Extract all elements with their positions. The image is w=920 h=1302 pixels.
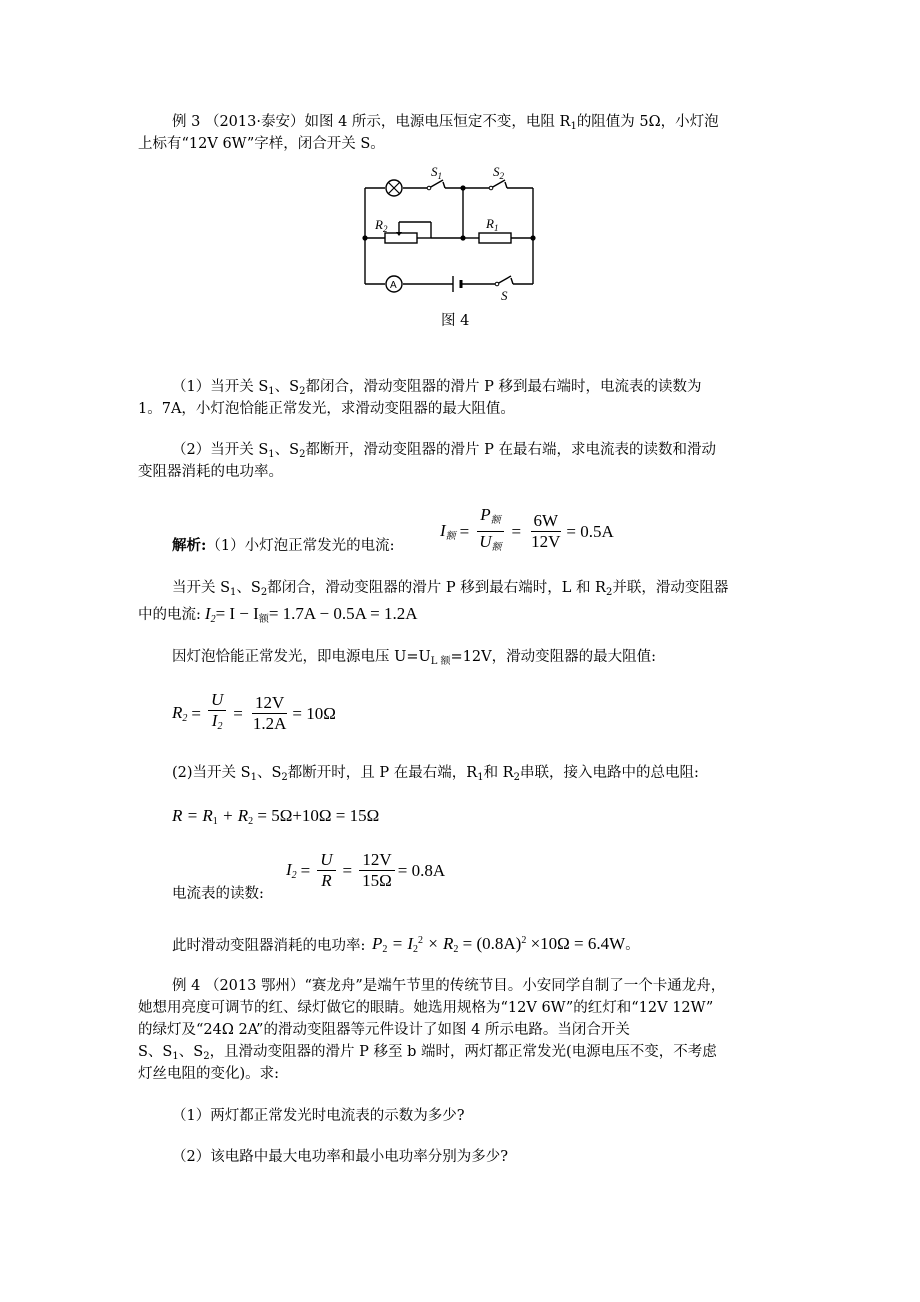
label-ammeter: A [390, 280, 397, 291]
solution-p2-line2: 中的电流: $I_2= I - I_额= 1.7A - 0.5A = 1.2A$ [138, 604, 418, 625]
formula-max-resistance: $R_2$ = $\frac{U}{I_2}$ = $\frac{12V}{1.2A}$ = 10Ω [172, 690, 336, 733]
ex4-q2: （2）该电路中最大电功率和最小电功率分别为多少? [172, 1149, 508, 1165]
label-s2: $S_2$ [493, 164, 504, 181]
ex3-line1: 例 3 （2013·泰安）如图 4 所示，电源电压恒定不变，电阻 $R_1$的阻值为 5Ω，小灯泡 [172, 114, 719, 132]
label-r2: $R_2$ [375, 217, 388, 234]
ex3-q1-line2: 1。7A，小灯泡恰能正常发光，求滑动变阻器的最大阻值。 [138, 401, 515, 417]
solution-p4: (2)当开关 $S_1$、$S_2$都断开时，且 P 在最右端，$R_1$和 $R_2$串联，接入电路中的总电阻: [172, 765, 699, 783]
label-s1: $S_1$ [431, 164, 442, 181]
formula-power: $P_2 = I_2^2 \times R_2 = (0.8A)^2 \times 10\Omega = 6.4W$。 [372, 934, 640, 955]
figure-caption: 图 4 [441, 313, 470, 329]
label-s: S [501, 288, 508, 302]
solution-line1: 解析:（1）小灯泡正常发光的电流: [172, 537, 395, 554]
solution-label: 解析: [172, 537, 207, 554]
label-r1: $R_1$ [486, 216, 499, 233]
formula-rated-current: $I_额$ = $\frac{P_额}{U_额}$ = $\frac{6W}{12V}$ = 0.5A [440, 505, 614, 553]
formula-total-resistance: $R = R_1 + R_2 = 5\Omega+10\Omega = 15\Omega$ [172, 806, 380, 827]
formula-ammeter-reading: $I_2$ = $\frac{U}{R}$ = $\frac{12V}{15\Omega}$ = 0.8A [286, 850, 446, 890]
solution-p3: 因灯泡恰能正常发光，即电源电压 $U=U_{L 额}=12V$，滑动变阻器的最大阻值: [172, 649, 656, 667]
ex4-line2: 她想用亮度可调节的红、绿灯做它的眼睛。她选用规格为“12V 6W”的红灯和“12V 12W” [138, 1000, 714, 1016]
ex4-line5: 灯丝电阻的变化)。求: [138, 1066, 280, 1082]
solution-p6: 此时滑动变阻器消耗的电功率: [172, 938, 366, 954]
solution-p5: 电流表的读数: [172, 886, 264, 902]
ex3-line2: 上标有“12V 6W”字样，闭合开关 S。 [138, 136, 385, 152]
ex4-q1: （1）两灯都正常发光时电流表的示数为多少? [172, 1108, 465, 1124]
ex3-q2-line2: 变阻器消耗的电功率。 [138, 464, 283, 480]
ex4-line3: 的绿灯及“24Ω 2A”的滑动变阻器等元件设计了如图 4 所示电路。当闭合开关 [138, 1022, 630, 1038]
ex3-q1-line1: （1）当开关 $S_1$、$S_2$都闭合，滑动变阻器的滑片 P 移到最右端时，电流表的读数为 [172, 379, 702, 397]
ex4-line1: 例 4 （2013 鄂州）“赛龙舟”是端午节里的传统节目。小安同学自制了一个卡通龙舟， [172, 978, 726, 994]
ex4-line4: S、$S_1$、$S_2$，且滑动变阻器的滑片 P 移至 b 端时，两灯都正常发光(电源电压不变，不考虑 [138, 1044, 717, 1062]
solution-p2-line1: 当开关 $S_1$、$S_2$都闭合，滑动变阻器的滑片 P 移到最右端时，L 和 $R_2$并联，滑动变阻器 [172, 580, 729, 598]
ex3-q2-line1: （2）当开关 $S_1$、$S_2$都断开，滑动变阻器的滑片 P 在最右端，求电流表的读数和滑动 [172, 442, 716, 460]
circuit-diagram [355, 160, 545, 302]
